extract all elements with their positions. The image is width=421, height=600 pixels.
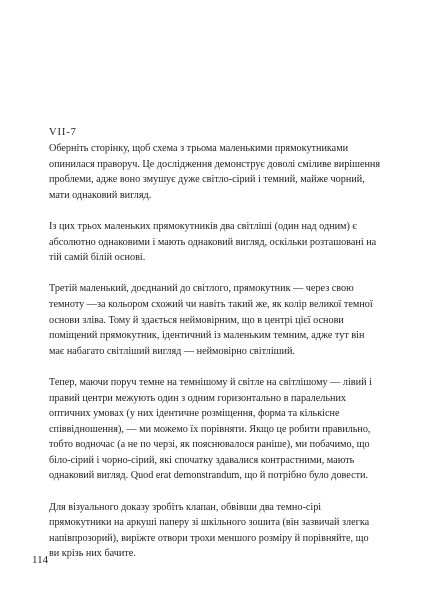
paragraph-5: Для візуального доказу зробіть клапан, обвівши два темно-сірі прямокутники на аркуші паперу зі шкільного зошита (він зазвичай злегка напівпрозорий), виріжте отвори трохи меншого розміру й порівняйте, що ви крізь них бачите.	[49, 501, 370, 560]
section-heading: VII-7	[49, 127, 77, 138]
page-body	[49, 126, 381, 578]
page-number: 114	[32, 554, 49, 566]
paragraph-2: Із цих трьох маленьких прямокутників два світліші (один над одним) є абсолютно однаковими і мають однаковий вигляд, оскільки розташовані на тій самій білій основі.	[49, 220, 377, 264]
paragraph-3: Третій маленький, доєднаний до світлого, прямокутник — через свою темноту —за кольором схожий чи навіть такий же, як колір великої темної основи зліва. Тому й здається неймовірним, що в центрі цієї основи поміщений прямокутник, ідентичний із маленьким темним, адже тут він має набагато світліший вигляд — неймовірно світліший.	[49, 283, 373, 357]
paragraph-4: Тепер, маючи поруч темне на темнішому й світле на світлішому — лівий і правий центри межують один з одним горизонтально в паралельних оптичних умовах (у них ідентичне розміщення, форма та кількісне співвідношення), — ми можемо їх порівняти. Якщо це робити правильно, тобто водночас (а не по черзі, як пояснювалося раніше), ми побачимо, що біло-сірий і чорно-сірий, які спочатку здавалися контрастними, мають однаковий вигляд. Quod erat demonstrandum, що й потрібно було довести.	[49, 376, 372, 482]
paragraph-1: Оберніть сторінку, щоб схема з трьома маленькими прямокутниками опинилася праворуч. Це дослідження демонструє доволі сміливе вирішення проблеми, адже воно змушує дуже світло-сірий і темний, майже чорний, мати однаковий вигляд.	[49, 143, 381, 201]
